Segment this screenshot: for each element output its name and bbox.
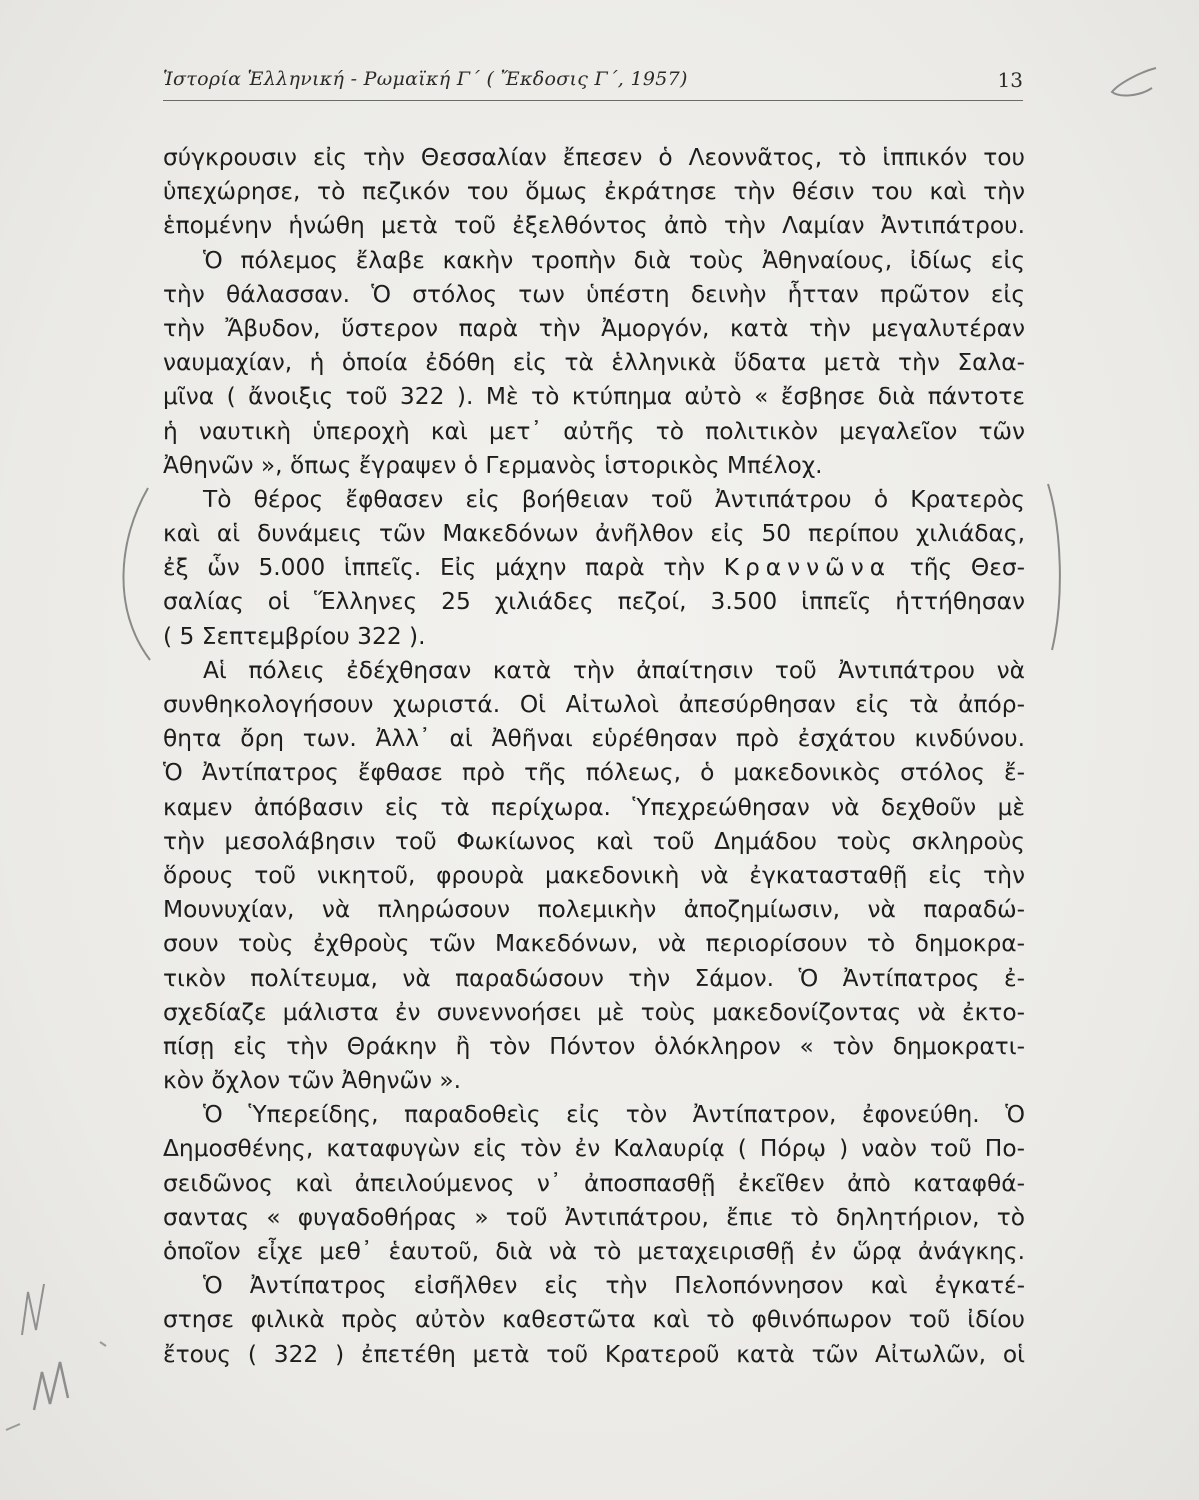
text-line: θητα ὄρη των. Ἀλλ᾽ αἱ Ἀθῆναι εὑρέθησαν πρὸ ἐσχάτου κινδύνου. — [163, 725, 1025, 753]
text-line — [163, 551, 1025, 585]
text-line: σαλίας οἱ Ἕλληνες 25 χιλιάδες πεζοί, 3.500 ἱππεῖς ἡττήθησαν — [163, 588, 1025, 616]
spaced-place-name: Κραννῶνα — [723, 554, 892, 582]
text-line: Ὁ Ὑπερείδης, παραδοθεὶς εἰς τὸν Ἀντίπατρον, ἐφονεύθη. Ὁ — [203, 1101, 1025, 1129]
text-line: τικὸν πολίτευμα, νὰ παραδώσουν τὴν Σάμον. Ὁ Ἀντίπατρος ἐ- — [163, 964, 1025, 992]
text-line: Δημοσθένης, καταφυγὼν εἰς τὸν ἐν Καλαυρίᾳ ( Πόρῳ ) ναὸν τοῦ Πο- — [163, 1135, 1025, 1163]
text-segment: ἐξ ὧν 5.000 ἱππεῖς. Εἰς μάχην παρὰ τὴν — [163, 554, 706, 582]
text-line: τὴν μεσολάβησιν τοῦ Φωκίωνος καὶ τοῦ Δημάδου τοὺς σκληροὺς — [163, 827, 1025, 855]
text-line: ὑπεχώρησε, τὸ πεζικόν του ὅμως ἐκράτησε τὴν θέσιν του καὶ τὴν — [163, 178, 1025, 206]
text-line: σχεδίαζε μάλιστα ἐν συνεννοήσει μὲ τοὺς μακεδονίζοντας νὰ ἐκτο- — [163, 998, 1025, 1026]
text-line: συνθηκολογήσουν χωριστά. Οἱ Αἰτωλοὶ ἀπεσύρθησαν εἰς τὰ ἀπόρ- — [163, 691, 1025, 718]
text-line: ὅρους τοῦ νικητοῦ, φρουρὰ μακεδονικὴ νὰ ἐγκατασταθῇ εἰς τὴν — [163, 861, 1025, 889]
text-segment: τῆς Θεσ- — [909, 554, 1026, 582]
text-line: ἡ ναυτικὴ ὑπεροχὴ καὶ μετ᾽ αὐτῆς τὸ πολιτικὸν μεγαλεῖον τῶν — [163, 417, 1025, 445]
running-title: Ἱστορία Ἑλληνική - Ρωμαϊκή Γ´ ( Ἔκδοσις Γ´, 1957) — [163, 68, 688, 90]
text-line: Τὸ θέρος ἔφθασεν εἰς βοήθειαν τοῦ Ἀντιπάτρου ὁ Κρατερὸς — [203, 485, 1025, 513]
text-line: στησε φιλικὰ πρὸς αὐτὸν καθεστῶτα καὶ τὸ φθινόπωρον τοῦ ἰδίου — [163, 1306, 1025, 1334]
text-line: μῖνα ( ἄνοιξις τοῦ 322 ). Μὲ τὸ κτύπημα αὐτὸ « ἔσβησε διὰ πάντοτε — [163, 383, 1025, 411]
text-line: Ὁ Ἀντίπατρος ἔφθασε πρὸ τῆς πόλεως, ὁ μακεδονικὸς στόλος ἔ- — [163, 759, 1025, 787]
text-line: ἑπομένην ἡνώθη μετὰ τοῦ ἐξελθόντος ἀπὸ τὴν Λαμίαν Ἀντιπάτρου. — [163, 212, 1025, 240]
text-line: σουν τοὺς ἐχθροὺς τῶν Μακεδόνων, νὰ περιορίσουν τὸ δημοκρα- — [163, 930, 1025, 958]
text-line: καμεν ἀπόβασιν εἰς τὰ περίχωρα. Ὑπεχρεώθησαν νὰ δεχθοῦν μὲ — [163, 793, 1025, 821]
text-line: κὸν ὄχλον τῶν Ἀθηνῶν ». — [163, 1067, 462, 1095]
main-text — [163, 141, 1025, 1372]
text-line: ναυμαχίαν, ἡ ὁποία ἐδόθη εἰς τὰ ἑλληνικὰ ὕδατα μετὰ τὴν Σαλα- — [163, 349, 1025, 377]
text-line: τὴν Ἄβυδον, ὕστερον παρὰ τὴν Ἀμοργόν, κατὰ τὴν μεγαλυτέραν — [163, 314, 1025, 342]
text-line: ὁποῖον εἶχε μεθ᾽ ἑαυτοῦ, διὰ νὰ τὸ μεταχειρισθῇ ἐν ὥρᾳ ἀνάγκης. — [163, 1238, 1025, 1265]
text-line: ( 5 Σεπτεμβρίου 322 ). — [163, 622, 426, 650]
text-line: Ὁ Ἀντίπατρος εἰσῆλθεν εἰς τὴν Πελοπόννησον καὶ ἐγκατέ- — [203, 1272, 1025, 1300]
text-line: σύγκρουσιν εἰς τὴν Θεσσαλίαν ἔπεσεν ὁ Λεοννᾶτος, τὸ ἱππικόν του — [163, 144, 1025, 171]
text-line: καὶ αἱ δυνάμεις τῶν Μακεδόνων ἀνῆλθον εἰς 50 περίπου χιλιάδας, — [163, 520, 1025, 548]
text-line: τὴν θάλασσαν. Ὁ στόλος των ὑπέστη δεινὴν ἧτταν πρῶτον εἰς — [163, 280, 1025, 308]
text-line: Μουνυχίαν, νὰ πληρώσουν πολεμικὴν ἀποζημίωσιν, νὰ παραδώ- — [163, 896, 1025, 924]
text-line: σαντας « φυγαδοθήρας » τοῦ Ἀντιπάτρου, ἔπιε τὸ δηλητήριον, τὸ — [163, 1203, 1025, 1231]
text-line: Αἱ πόλεις ἐδέχθησαν κατὰ τὴν ἀπαίτησιν τοῦ Ἀντιπάτρου νὰ — [203, 656, 1025, 684]
text-line: Ἀθηνῶν », ὅπως ἔγραψεν ὁ Γερμανὸς ἱστορικὸς Μπέλοχ. — [163, 451, 823, 479]
text-line: σειδῶνος καὶ ἀπειλούμενος ν᾽ ἀποσπασθῇ ἐκεῖθεν ἀπὸ καταφθά- — [163, 1169, 1025, 1197]
page-number: 13 — [997, 68, 1023, 92]
text-line: πίσῃ εἰς τὴν Θράκην ἢ τὸν Πόντον ὁλόκληρον « τὸν δημοκρατι- — [163, 1032, 1025, 1060]
text-line: ἔτους ( 322 ) ἐπετέθη μετὰ τοῦ Κρατεροῦ κατὰ τῶν Αἰτωλῶν, οἱ — [163, 1340, 1025, 1368]
text-line: Ὁ πόλεμος ἔλαβε κακὴν τροπὴν διὰ τοὺς Ἀθηναίους, ἰδίως εἰς — [203, 246, 1025, 274]
